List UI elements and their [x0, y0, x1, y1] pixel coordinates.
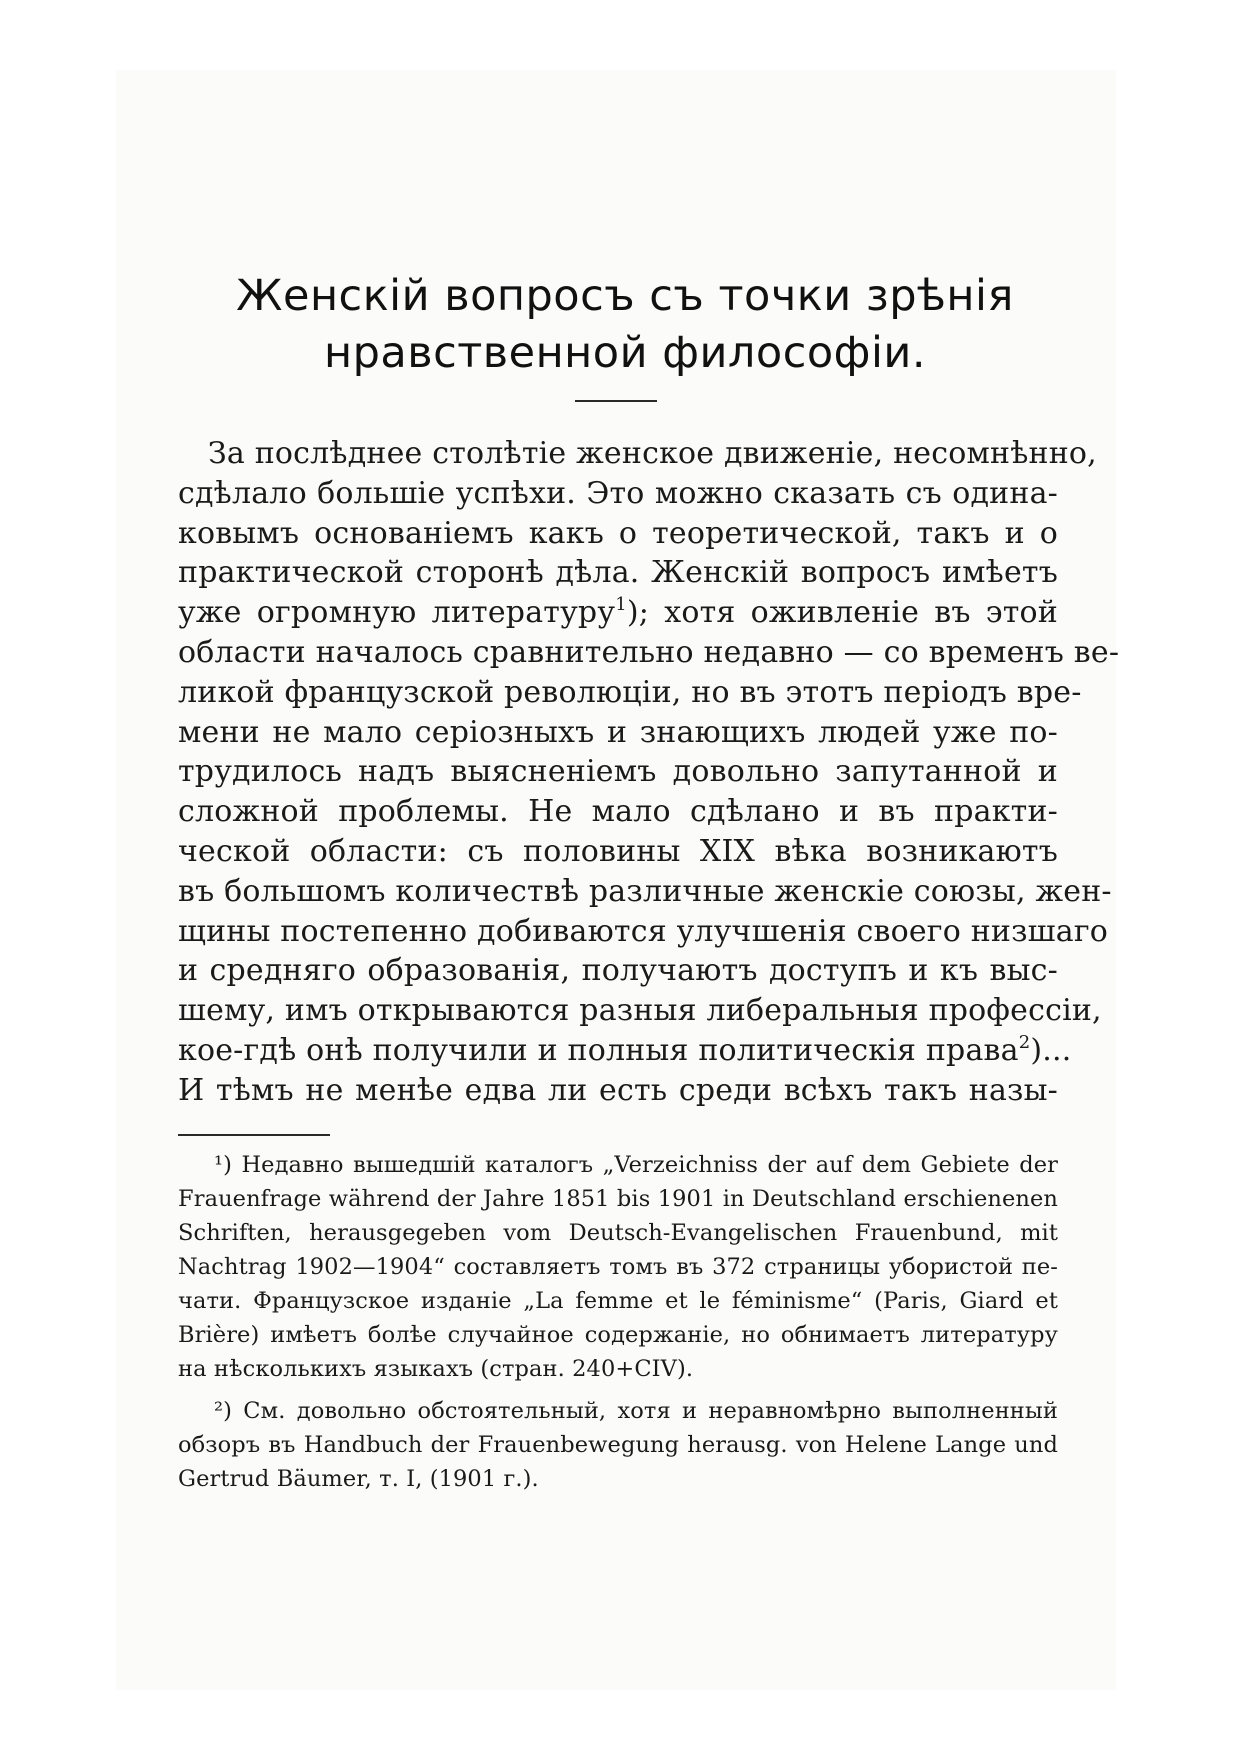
body-line: области началось сравнительно недавно — со временъ ве- — [178, 634, 1120, 670]
body-line-with-footnote-ref — [178, 1031, 1072, 1071]
body-line: въ большомъ количествѣ различные женскіе союзы, жен- — [178, 873, 1112, 909]
footnote-ref-1: 1 — [615, 594, 627, 616]
footnote-2-line: обзоръ въ Handbuch der Frauenbewegung herausg. von Helene Lange und — [178, 1432, 1058, 1458]
body-line-part: кое-гдѣ онѣ получили и полныя политическія права — [178, 1032, 1019, 1068]
footnote-2-line: Gertrud Bäumer, т. I, (1901 г.). — [178, 1466, 539, 1492]
footnote-1-line: Nachtrag 1902—1904“ составляетъ томъ въ 372 страницы убористой пе- — [178, 1254, 1058, 1280]
body-line: ликой французской революціи, но въ этотъ періодъ вре- — [178, 674, 1082, 710]
title-line-2: нравственной философіи. — [323, 328, 926, 378]
footnotes — [178, 1148, 1058, 1496]
footnote-ref-2: 2 — [1018, 1031, 1031, 1053]
body-line: шему, имъ открываются разныя либеральныя профессіи, — [178, 993, 1102, 1029]
footnote-1-line: чати. Французское изданіе „La femme et le féminisme“ (Paris, Giard et — [178, 1288, 1058, 1314]
body-line: За послѣднее столѣтіе женское движеніе, несомнѣнно, — [208, 436, 1097, 471]
body-line: сдѣлало большіе успѣхи. Это можно сказать съ одина- — [178, 475, 1058, 511]
body-line-part: )... — [1030, 1032, 1072, 1068]
body-line: мени не мало серіозныхъ и знающихъ людей уже по- — [178, 714, 1058, 750]
body-line: и средняго образованія, получаютъ доступъ и къ выс- — [178, 953, 1058, 989]
footnote-1-line: ¹) Недавно вышедшій каталогъ „Verzeichniss der auf dem Gebiete der — [214, 1152, 1058, 1178]
body-line: щины постепенно добиваются улучшенія своего низшаго — [178, 913, 1109, 949]
body-line: трудилось надъ выясненіемъ довольно запутанной и — [178, 754, 1058, 790]
article-title — [190, 268, 1060, 382]
body-line: И тѣмъ не менѣе едва ли есть среди всѣхъ такъ назы- — [178, 1072, 1058, 1108]
footnote-2-line: ²) См. довольно обстоятельный, хотя и неравномѣрно выполненный — [214, 1398, 1058, 1424]
title-line-1: Женскій вопросъ съ точки зрѣнія — [236, 271, 1014, 321]
footnote-1-line: Brière) имѣетъ болѣе случайное содержаніе, но обнимаетъ литературу — [178, 1322, 1058, 1348]
body-line-part: ); хотя оживленіе въ этой — [626, 595, 1059, 631]
article-body — [178, 434, 1120, 1111]
body-line: ковымъ основаніемъ какъ о теоретической, такъ и о — [178, 515, 1058, 551]
body-line: ческой области: съ половины XIX вѣка возникаютъ — [178, 833, 1058, 869]
footnote-1-line: Schriften, herausgegeben vom Deutsch-Evangelischen Frauenbund, mit — [178, 1220, 1058, 1246]
footnote-1-line: на нѣсколькихъ языкахъ (стран. 240+CIV). — [178, 1356, 694, 1382]
body-line-with-footnote-ref — [178, 593, 1058, 633]
footnote-spacer — [178, 1386, 1058, 1394]
title-divider — [575, 400, 657, 402]
footnote-divider — [178, 1134, 330, 1136]
body-line: практической сторонѣ дѣла. Женскій вопросъ имѣетъ — [178, 555, 1058, 591]
footnote-1-line: Frauenfrage während der Jahre 1851 bis 1901 in Deutschland erschienenen — [178, 1186, 1058, 1212]
body-line-part: уже огромную литературу — [178, 595, 616, 631]
body-line: сложной проблемы. Не мало сдѣлано и въ практи- — [178, 794, 1058, 830]
